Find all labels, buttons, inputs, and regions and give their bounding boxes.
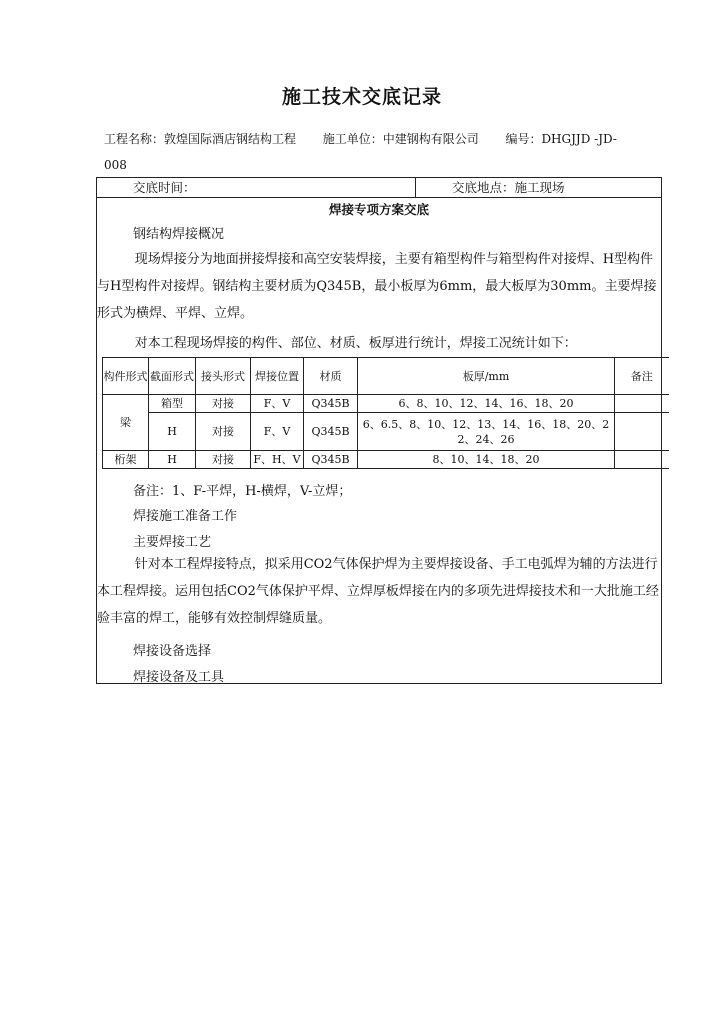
cell-thickness: 6、6.5、8、10、12、13、14、16、18、20、22、24、26 — [358, 413, 615, 451]
table-row — [103, 395, 669, 413]
header-weld-position: 焊接位置 — [251, 358, 304, 395]
cell-joint: 对接 — [196, 451, 251, 469]
disclosure-form — [96, 177, 662, 684]
document-number-cont: 008 — [104, 158, 127, 172]
welding-stats-table — [102, 357, 669, 469]
stats-intro: 对本工程现场焊接的构件、部位、材质、板厚进行统计，焊接工况统计如下： — [134, 336, 577, 351]
cell-member: 梁 — [103, 395, 149, 451]
cell-section: H — [149, 451, 196, 469]
disclosure-header-row — [97, 178, 661, 198]
cell-material: Q345B — [304, 413, 358, 451]
cell-position: F、H、V — [251, 451, 304, 469]
prep-heading: 焊接施工准备工作 — [133, 509, 238, 524]
cell-position: F、V — [251, 395, 304, 413]
cell-remarks — [615, 413, 669, 451]
cell-section: H — [149, 413, 196, 451]
disclosure-place: 交底地点：施工现场 — [452, 180, 565, 195]
equipment-tools-heading: 焊接设备及工具 — [133, 670, 225, 685]
document-title: 施工技术交底记录 — [281, 86, 442, 108]
header-remarks: 备注 — [615, 358, 669, 395]
cell-material: Q345B — [304, 395, 358, 413]
cell-position: F、V — [251, 413, 304, 451]
section-title: 焊接专项方案交底 — [328, 202, 429, 217]
overview-heading: 钢结构焊接概况 — [133, 227, 225, 242]
divider — [415, 178, 416, 198]
cell-remarks — [615, 451, 669, 469]
table-note: 备注：1、F-平焊，H-横焊，V-立焊； — [133, 484, 352, 499]
header-material: 材质 — [304, 358, 358, 395]
contractor-name: 施工单位：中建钢构有限公司 — [322, 132, 479, 146]
header-section-form: 截面形式 — [149, 358, 196, 395]
header-member-form: 构件形式 — [103, 358, 149, 395]
cell-material: Q345B — [304, 451, 358, 469]
table-row — [103, 413, 669, 451]
equipment-selection-heading: 焊接设备选择 — [133, 644, 212, 659]
cell-thickness: 8、10、14、18、20 — [358, 451, 615, 469]
header-joint-form: 接头形式 — [196, 358, 251, 395]
cell-thickness: 6、8、10、12、14、16、18、20 — [358, 395, 615, 413]
cell-section: 箱型 — [149, 395, 196, 413]
project-name: 工程名称：敦煌国际酒店钢结构工程 — [104, 132, 297, 146]
cell-remarks — [615, 395, 669, 413]
disclosure-time: 交底时间： — [133, 180, 196, 195]
process-heading: 主要焊接工艺 — [133, 535, 212, 550]
table-row — [103, 451, 669, 469]
cell-joint: 对接 — [196, 395, 251, 413]
document-meta — [104, 126, 660, 178]
header-thickness: 板厚/mm — [358, 358, 615, 395]
document-number: 编号：DHGJJD -JD- — [505, 132, 617, 146]
overview-paragraph: 现场焊接分为地面拼接焊接和高空安装焊接，主要有箱型构件与箱型构件对接焊、H型构件与H型构件对接焊。钢结构主要材质为Q345B，最小板厚为6mm，最大板厚为30mm。主要焊接形式为横焊、平焊、立焊。 — [97, 252, 657, 321]
process-paragraph: 针对本工程焊接特点，拟采用CO2气体保护焊为主要焊接设备、手工电弧焊为辅的方法进行本工程焊接。运用包括CO2气体保护平焊、立焊厚板焊接在内的多项先进焊接技术和一大批施工经验丰富的焊工，能够有效控制焊缝质量。 — [97, 557, 659, 626]
cell-member: 桁架 — [103, 451, 149, 469]
cell-joint: 对接 — [196, 413, 251, 451]
table-header-row — [103, 358, 669, 395]
